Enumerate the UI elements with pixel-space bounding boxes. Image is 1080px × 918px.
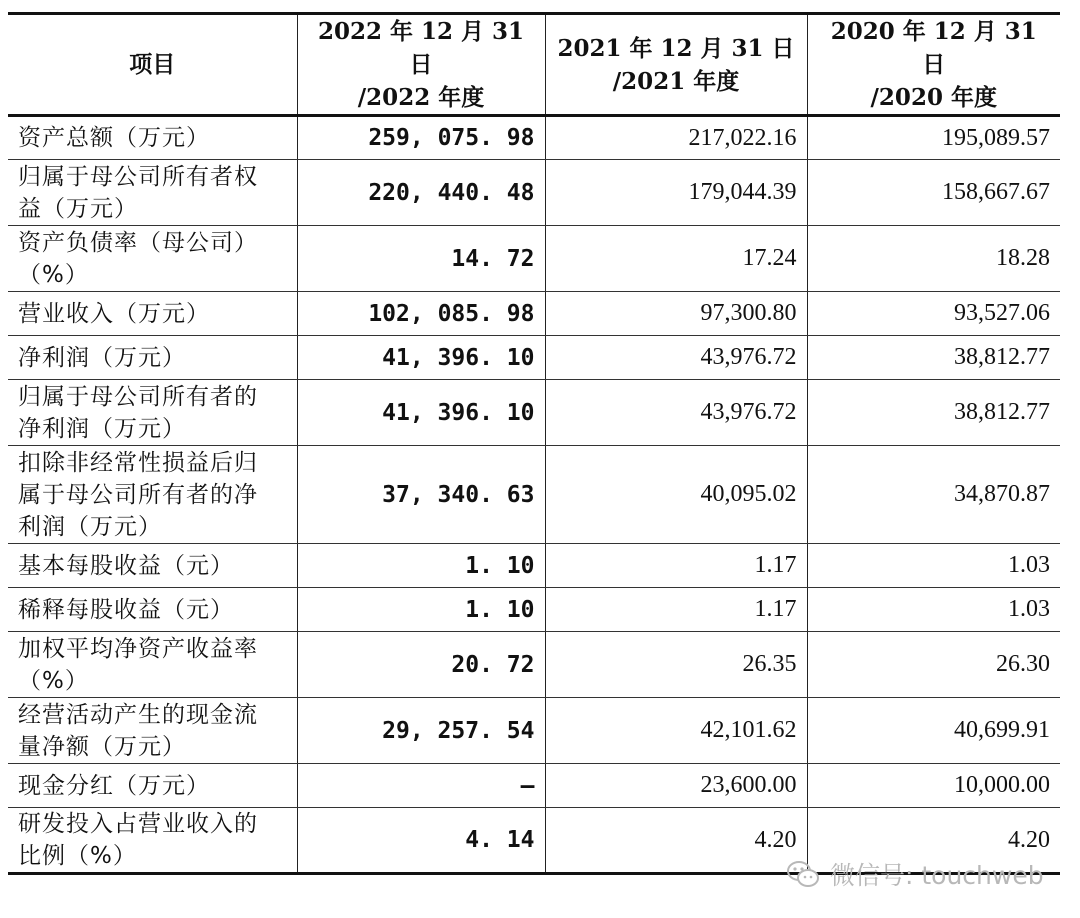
value-cell-2020: 26.30 bbox=[807, 632, 1060, 698]
value-cell-2020: 18.28 bbox=[807, 226, 1060, 292]
row-label bbox=[8, 764, 297, 808]
row-label bbox=[8, 544, 297, 588]
value-cell-2021: 42,101.62 bbox=[545, 698, 807, 764]
value-cell-2020: 1.03 bbox=[807, 588, 1060, 632]
value-cell-2021: 26.35 bbox=[545, 632, 807, 698]
table-row bbox=[8, 226, 1060, 292]
row-label-line: （%） bbox=[18, 261, 89, 288]
row-label-line: 现金分红（万元） bbox=[18, 772, 210, 799]
value-cell-2020: 34,870.87 bbox=[807, 446, 1060, 544]
value-cell-2022: 102, 085. 98 bbox=[297, 292, 545, 336]
header-period-3 bbox=[807, 14, 1060, 116]
value-cell-2021: 217,022.16 bbox=[545, 116, 807, 160]
table-row bbox=[8, 698, 1060, 764]
value-cell-2020: 40,699.91 bbox=[807, 698, 1060, 764]
table-header-row bbox=[8, 14, 1060, 116]
row-label-line: 净利润（万元） bbox=[18, 344, 186, 371]
row-label-line: 基本每股收益（元） bbox=[18, 552, 234, 579]
watermark bbox=[786, 856, 1044, 892]
row-label bbox=[8, 380, 297, 446]
value-cell-2021: 43,976.72 bbox=[545, 336, 807, 380]
table-row bbox=[8, 380, 1060, 446]
value-cell-2020: 195,089.57 bbox=[807, 116, 1060, 160]
table-row bbox=[8, 116, 1060, 160]
value-cell-2021: 1.17 bbox=[545, 544, 807, 588]
header-line: 2021 年 12 月 31 日 bbox=[557, 34, 795, 62]
value-cell-2021: 1.17 bbox=[545, 588, 807, 632]
table-row bbox=[8, 292, 1060, 336]
table-row bbox=[8, 632, 1060, 698]
row-label-line: 稀释每股收益（元） bbox=[18, 596, 234, 623]
row-label-line: 属于母公司所有者的净 bbox=[18, 481, 258, 508]
value-cell-2020: 93,527.06 bbox=[807, 292, 1060, 336]
value-cell-2022: 20. 72 bbox=[297, 632, 545, 698]
row-label-line: 净利润（万元） bbox=[18, 415, 186, 442]
value-cell-2022: 1. 10 bbox=[297, 544, 545, 588]
header-line: /2021 年度 bbox=[612, 67, 740, 95]
row-label-line: 研发投入占营业收入的 bbox=[18, 811, 258, 837]
row-label-line: 益（万元） bbox=[18, 195, 138, 222]
row-label-line: 比例（%） bbox=[18, 843, 137, 869]
value-cell-2022: 259, 075. 98 bbox=[297, 116, 545, 160]
table-body bbox=[8, 116, 1060, 874]
value-cell-2021: 4.20 bbox=[545, 808, 807, 874]
value-cell-2020: 10,000.00 bbox=[807, 764, 1060, 808]
value-cell-2022: 29, 257. 54 bbox=[297, 698, 545, 764]
value-cell-2020: 38,812.77 bbox=[807, 380, 1060, 446]
row-label-line: （%） bbox=[18, 667, 89, 694]
row-label-line: 经营活动产生的现金流 bbox=[18, 701, 258, 728]
value-cell-2020: 4.20 bbox=[807, 808, 1060, 874]
table-row bbox=[8, 764, 1060, 808]
value-cell-2022: 41, 396. 10 bbox=[297, 380, 545, 446]
table-row bbox=[8, 544, 1060, 588]
table-row bbox=[8, 588, 1060, 632]
header-period-1 bbox=[297, 14, 545, 116]
row-label-line: 归属于母公司所有者的 bbox=[18, 383, 258, 410]
value-cell-2022: 14. 72 bbox=[297, 226, 545, 292]
value-cell-2020: 158,667.67 bbox=[807, 160, 1060, 226]
row-label bbox=[8, 698, 297, 764]
value-cell-2022: 4. 14 bbox=[297, 808, 545, 874]
value-cell-2020: 38,812.77 bbox=[807, 336, 1060, 380]
row-label-line: 归属于母公司所有者权 bbox=[18, 163, 258, 190]
row-label bbox=[8, 808, 297, 874]
row-label bbox=[8, 226, 297, 292]
row-label bbox=[8, 160, 297, 226]
value-cell-2021: 17.24 bbox=[545, 226, 807, 292]
financial-data-table bbox=[8, 12, 1060, 875]
row-label-line: 扣除非经常性损益后归 bbox=[18, 449, 258, 476]
row-label bbox=[8, 116, 297, 160]
header-line: /2022 年度 bbox=[357, 84, 485, 111]
table-row bbox=[8, 446, 1060, 544]
header-line: 项目 bbox=[129, 51, 176, 78]
value-cell-2022: 220, 440. 48 bbox=[297, 160, 545, 226]
row-label-line: 营业收入（万元） bbox=[18, 300, 210, 327]
row-label bbox=[8, 588, 297, 632]
row-label-line: 资产总额（万元） bbox=[18, 125, 210, 151]
value-cell-2021: 23,600.00 bbox=[545, 764, 807, 808]
header-period-2 bbox=[545, 14, 807, 116]
row-label bbox=[8, 632, 297, 698]
value-cell-2021: 40,095.02 bbox=[545, 446, 807, 544]
value-cell-2022: 37, 340. 63 bbox=[297, 446, 545, 544]
header-line: 2022 年 12 月 31 日 bbox=[317, 18, 525, 78]
table-row bbox=[8, 160, 1060, 226]
row-label bbox=[8, 446, 297, 544]
header-line: 2020 年 12 月 31 日 bbox=[830, 18, 1037, 78]
financial-summary-sheet bbox=[8, 12, 1060, 875]
row-label bbox=[8, 292, 297, 336]
row-label-line: 利润（万元） bbox=[18, 513, 162, 540]
wechat-icon bbox=[786, 859, 820, 889]
value-cell-2021: 43,976.72 bbox=[545, 380, 807, 446]
header-line: /2020 年度 bbox=[870, 84, 997, 111]
value-cell-2021: 97,300.80 bbox=[545, 292, 807, 336]
value-cell-2022: 1. 10 bbox=[297, 588, 545, 632]
value-cell-2022: 41, 396. 10 bbox=[297, 336, 545, 380]
row-label-line: 加权平均净资产收益率 bbox=[18, 635, 258, 662]
value-cell-2021: 179,044.39 bbox=[545, 160, 807, 226]
row-label-line: 量净额（万元） bbox=[18, 733, 186, 760]
watermark-text: 微信号: touchweb bbox=[830, 861, 1044, 890]
value-cell-2020: 1.03 bbox=[807, 544, 1060, 588]
table-row bbox=[8, 336, 1060, 380]
value-cell-2022: – bbox=[297, 764, 545, 808]
header-item bbox=[8, 14, 297, 116]
row-label bbox=[8, 336, 297, 380]
row-label-line: 资产负债率（母公司） bbox=[18, 229, 258, 256]
